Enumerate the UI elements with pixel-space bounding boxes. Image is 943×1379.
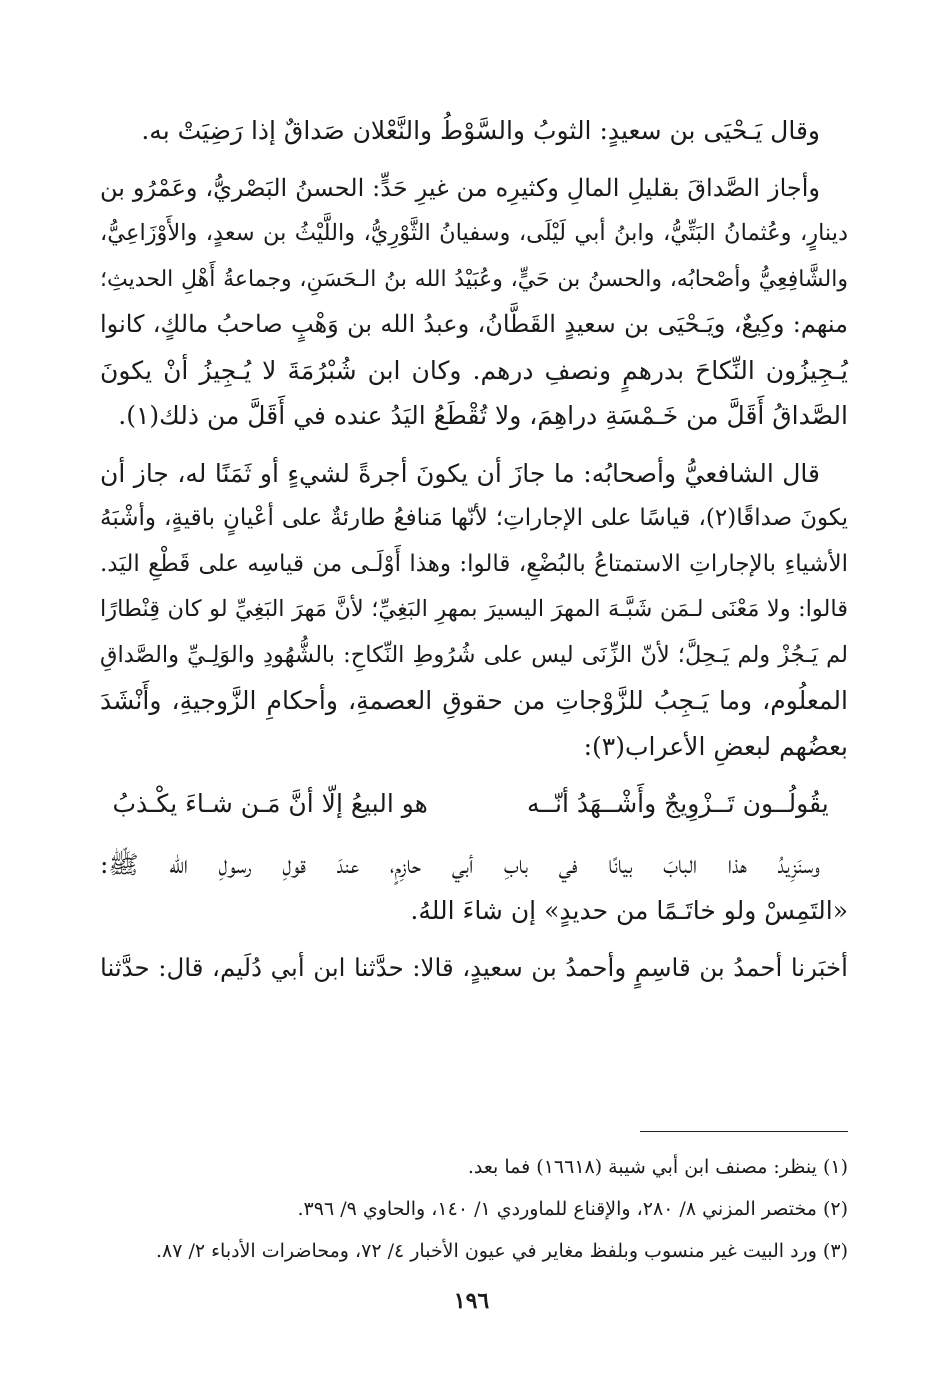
text-line: «التَمِسْ ولو خاتَـمًا من حديدٍ» إن شاءَ اللهُ. bbox=[410, 895, 848, 925]
text-line: يُـجِيزُون النِّكاحَ بدرهمٍ ونصفِ درهم. وكان ابن شُبْرُمَةَ لا يُـجِيزُ أنْ يكونَ bbox=[100, 355, 848, 385]
footnote-separator bbox=[640, 1131, 848, 1132]
page-number: ١٩٦ bbox=[453, 1288, 490, 1314]
verse-second-hemistich: هو البيعُ إلّا أنَّ مَـن شـاءَ يكْـذبُ bbox=[112, 789, 428, 818]
text-line: المعلُوم، وما يَـجِبُ للزَّوْجاتِ من حقوقِ العصمةِ، وأحكامِ الزَّوجيةِ، وأَنْشَدَ bbox=[100, 686, 848, 715]
footnotes bbox=[100, 1146, 848, 1272]
paragraph-isnad bbox=[100, 945, 848, 991]
footnote-1: (١) ينظر: مصنف ابن أبي شيبة (١٦٦١٨) فما بعد. bbox=[467, 1156, 848, 1178]
text-line: قالوا: ولا مَعْنَى لـمَن شَبَّـهَ المهرَ اليسيرَ بمهرِ البَغِيِّ؛ لأنَّ مَهرَ البَغِيِّ لو كان قِنْطارًا bbox=[100, 596, 848, 622]
main-text bbox=[100, 108, 848, 1003]
text-line: بعضُهم لبعضِ الأعراب(٣): bbox=[583, 731, 848, 761]
footnote-3: (٣) ورد البيت غير منسوب وبلفظ مغاير في عيون الأخبار ٤/ ٧٢، ومحاضرات الأدباء ٢/ ٨٧. bbox=[155, 1240, 848, 1262]
text-line: يكونَ صداقًا(٢)، قياسًا على الإجاراتِ؛ لأنّها مَنافعُ طارئةٌ على أعْيانٍ باقيةٍ، وأشْبَهُ bbox=[100, 505, 848, 531]
paragraph-abu-hazim bbox=[100, 842, 848, 933]
text-line: قال الشافعيُّ وأصحابُه: ما جازَ أن يكونَ أجرةً لشيءٍ أو ثَمَنًا له، جاز أن bbox=[100, 458, 820, 488]
text-line: وسنَزِيدُ هذا البابَ بيانًا في بابِ أبي حازِمٍ، عندَ قولِ رسولِ الله ﷺ: bbox=[100, 850, 820, 879]
text-line: منهم: وكِيعٌ، ويَـحْيَى بن سعيدٍ القَطَّانُ، وعبدُ الله بن وَهْبٍ صاحبُ مالكٍ، كانوا bbox=[100, 310, 848, 338]
text-line: أخبَرنا أحمدُ بن قاسِمٍ وأحمدُ بن سعيدٍ، قالا: حدَّثنا ابن أبي دُلَيم، قال: حدَّثنا bbox=[100, 953, 848, 982]
paragraph-sadaq-amount bbox=[100, 166, 848, 439]
paragraph-yahya bbox=[100, 108, 848, 154]
verse-first-hemistich: يقُولُــون تَــزْوِيجٌ وأَشْــهَدُ أنّــه bbox=[527, 789, 829, 818]
poetry-verse bbox=[110, 781, 838, 826]
text-line: لم يَـجُزْ ولم يَـحِلَّ؛ لأنّ الزِّنَى ليس على شُرُوطِ النِّكاحِ: بالشُّهُودِ والوَلِـيِّ والصَّداقِ bbox=[100, 641, 848, 668]
text-line: وقال يَـحْيَى بن سعيدٍ: الثوبُ والسَّوْطُ والنَّعْلان صَداقٌ إذا رَضِيَتْ به. bbox=[141, 116, 820, 145]
paragraph-shafii bbox=[100, 451, 848, 770]
text-line: وأجاز الصَّداقَ بقليلِ المالِ وكثيرِه من غيرِ حَدٍّ: الحسنُ البَصْريُّ، وعَمْرُو بن bbox=[100, 173, 820, 202]
text-line: دينارٍ، وعُثمانُ البَتِّيُّ، وابنُ أبي لَيْلَى، وسفيانُ الثَّوْرِيُّ، واللَّيْثُ بن سعدٍ، والأَوْزَاعِيُّ، bbox=[100, 220, 848, 246]
text-line: الصَّداقُ أَقَلَّ من خَـمْسَةِ دراهِمَ، ولا تُقْطَعُ اليَدُ عنده في أَقَلَّ من ذلك(١). bbox=[118, 401, 848, 430]
text-line: الأشياءِ بالإجاراتِ الاستمتاعُ بالبُضْعِ، قالوا: وهذا أَوْلَـى من قياسِه على قَطْعِ اليَد. bbox=[100, 550, 848, 577]
text-line: والشَّافِعِيُّ وأصْحابُه، والحسنُ بن حَيٍّ، وعُبَيْدُ الله بنُ الـحَسَنِ، وجماعةُ أَهْلِ الحديثِ؛ bbox=[100, 266, 848, 292]
footnote-2: (٢) مختصر المزني ٨/ ٢٨٠، والإقناع للماوردي ١/ ١٤٠، والحاوي ٩/ ٣٩٦. bbox=[297, 1198, 848, 1220]
